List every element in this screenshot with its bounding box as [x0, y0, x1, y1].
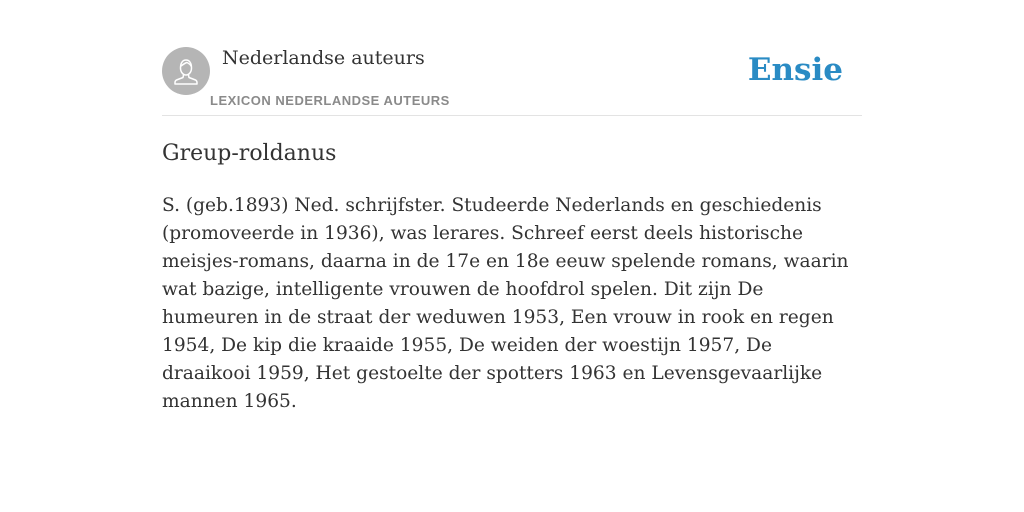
page — [162, 0, 862, 512]
lexicon-label[interactable]: LEXICON NEDERLANDSE AUTEURS — [210, 93, 450, 108]
ensie-logo[interactable]: Ensie — [747, 52, 843, 88]
entry-title: Greup-roldanus — [162, 141, 337, 166]
avatar[interactable] — [162, 47, 210, 95]
user-avatar-icon — [162, 47, 210, 95]
header — [162, 0, 862, 116]
entry-body: S. (geb.1893) Ned. schrijfster. Studeerde Nederlands en geschiedenis (promoveerde in 1936), was lerares. Schreef eerst deels historische meisjes-romans, daarna in de 17e en 18e eeuw spelende romans, waarin wat bazige, intelligente vrouwen de hoofdrol spelen. Dit zijn De humeuren in de straat der weduwen 1953, Een vrouw in rook en regen 1954, De kip die kraaide 1955, De weiden der woestijn 1957, De draaikooi 1959, Het gestoelte der spotters 1963 en Levensgevaarlijke mannen 1965. — [162, 195, 849, 412]
author-name[interactable]: Nederlandse auteurs — [222, 47, 425, 69]
